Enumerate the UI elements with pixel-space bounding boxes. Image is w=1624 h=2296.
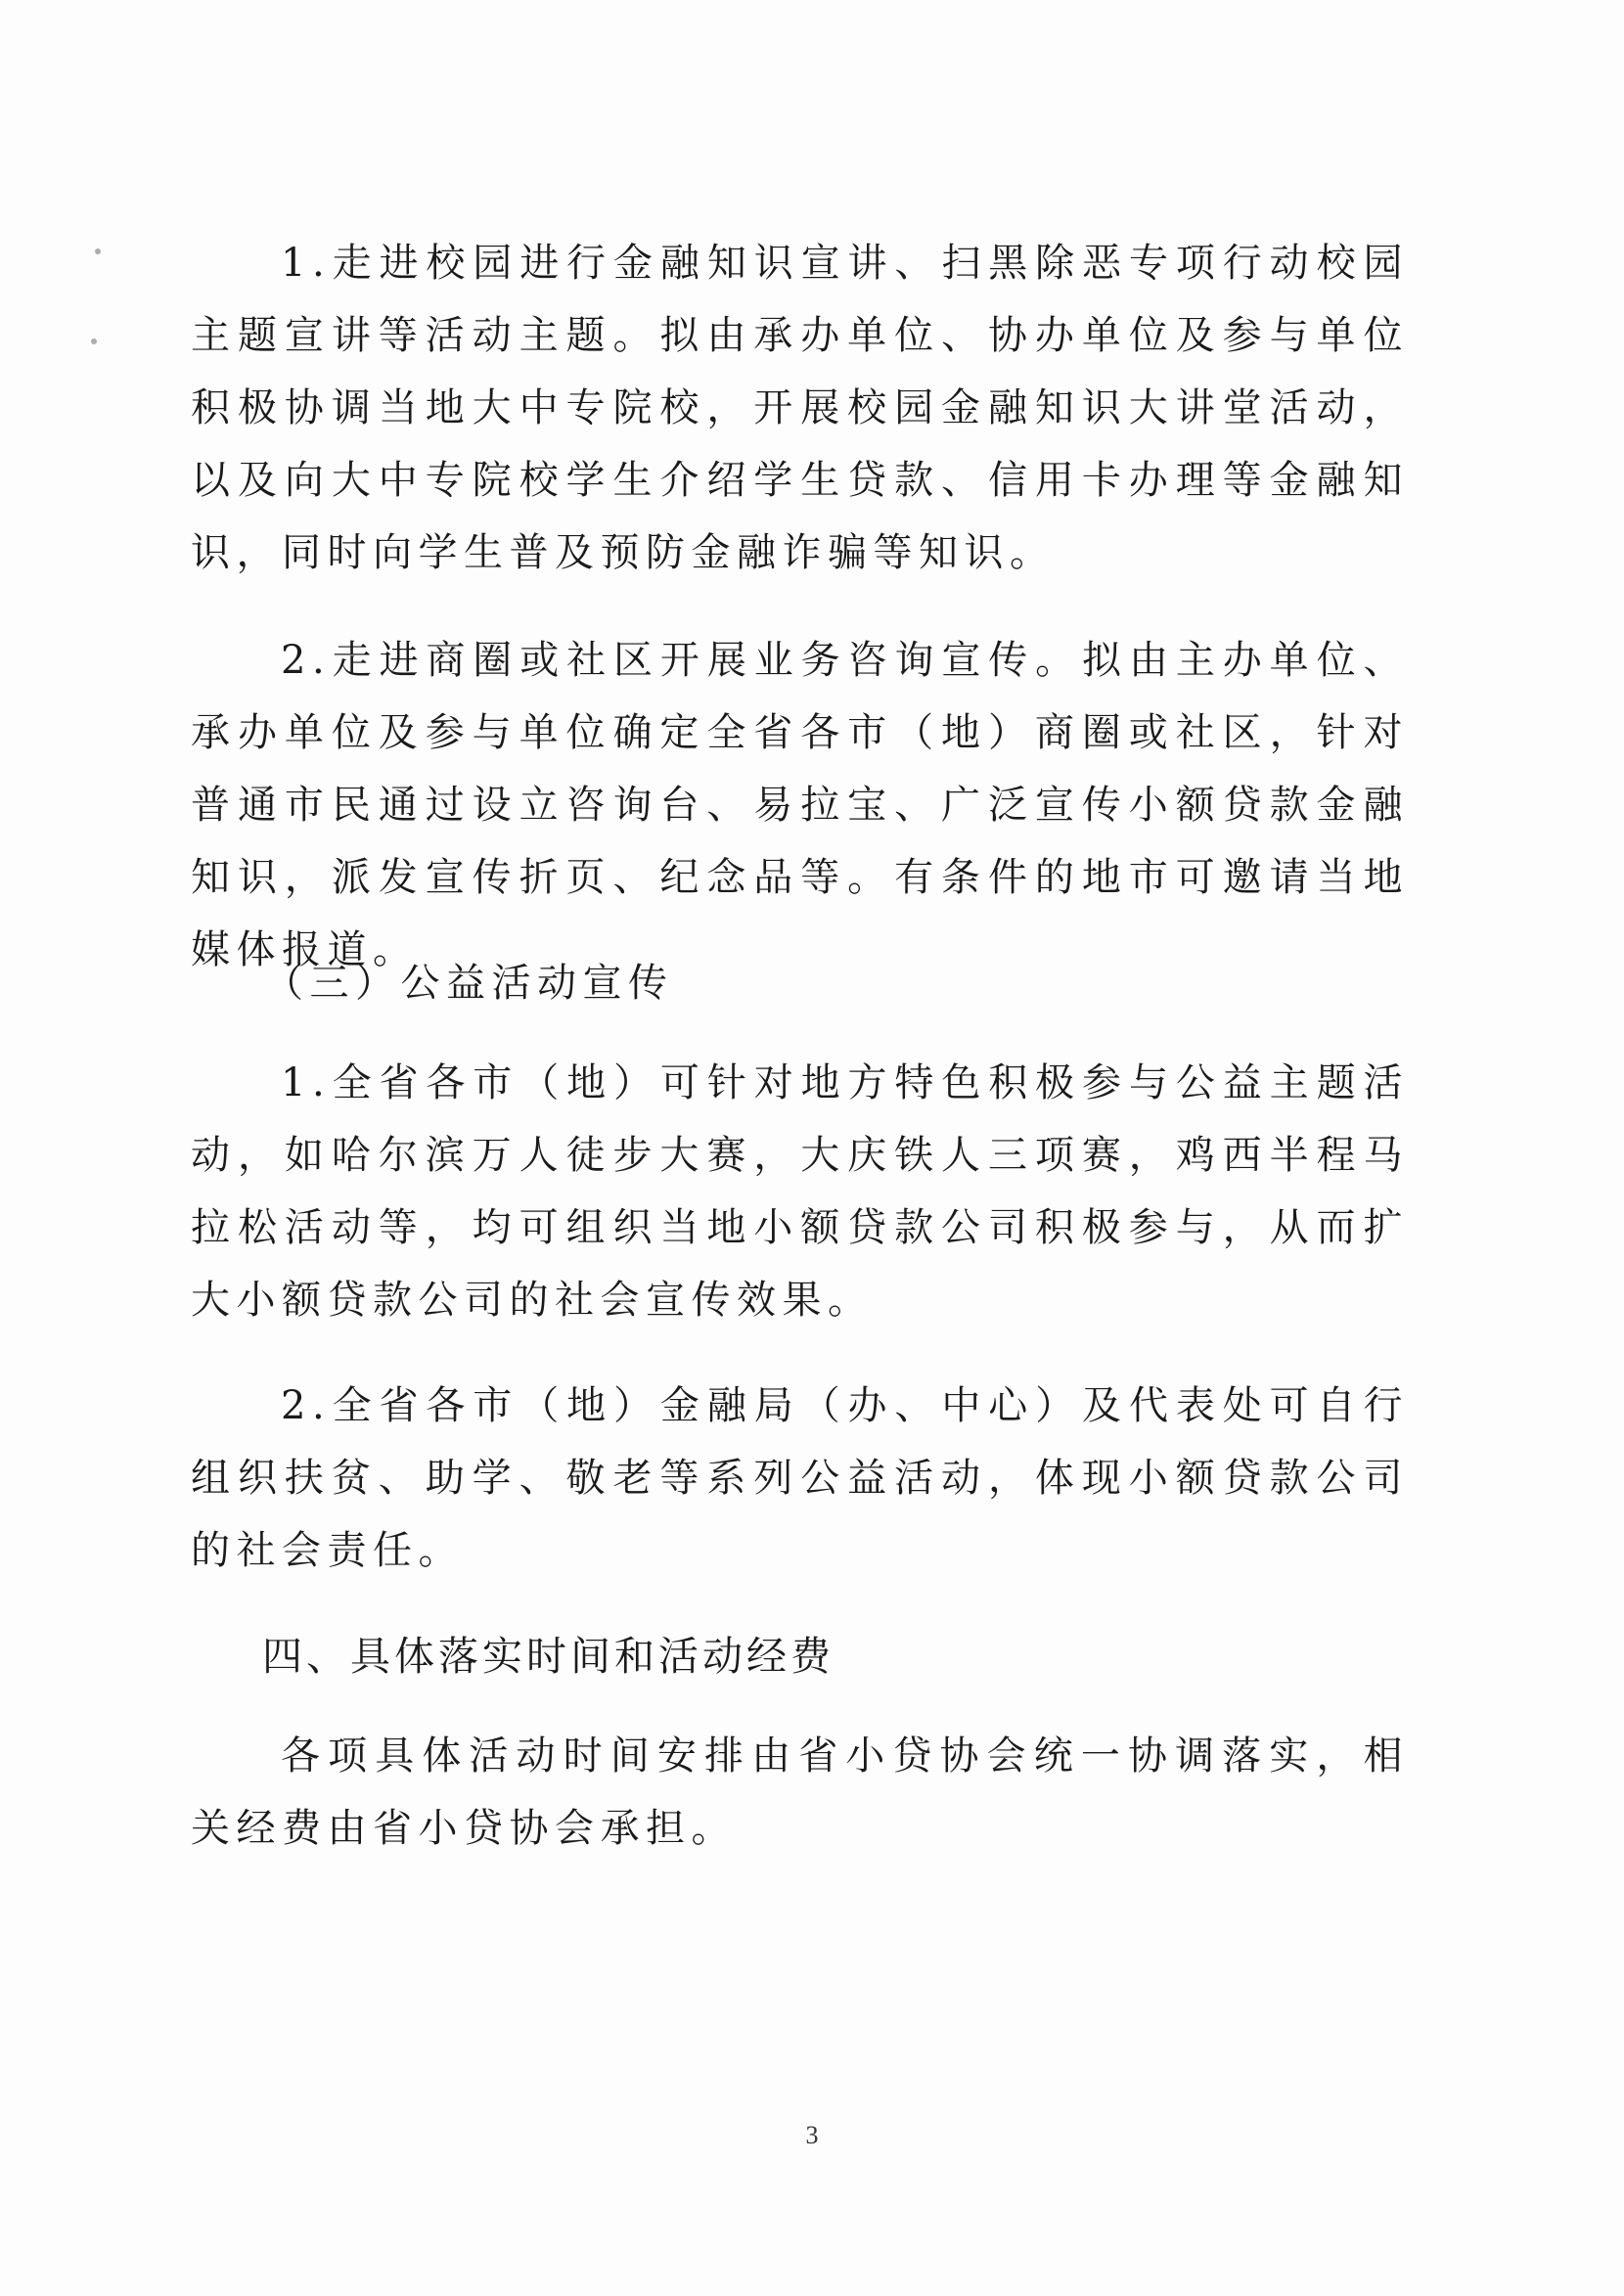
scan-speck — [91, 338, 97, 344]
paragraph-public-events: 1.全省各市（地）可针对地方特色积极参与公益主题活动，如哈尔滨万人徒步大赛，大庆铁人三项赛，鸡西半程马拉松活动等，均可组织当地小额贷款公司积极参与，从而扩大小额贷款公司的社会宣传效果。 — [191, 1060, 1409, 1323]
section-heading-schedule-funding: 四、具体落实时间和活动经费 — [262, 1633, 835, 1680]
paragraph-community-consulting: 2.走进商圈或社区开展业务咨询宣传。拟由主办单位、承办单位及参与单位确定全省各市（地）商圈或社区，针对普通市民通过设立咨询台、易拉宝、广泛宣传小额贷款金融知识，派发宣传折页、纪念品等。有条件的地市可邀请当地媒体报道。 — [191, 638, 1409, 972]
paragraph-campus-lecture: 1.走进校园进行金融知识宣讲、扫黑除恶专项行动校园主题宣讲等活动主题。拟由承办单位、协办单位及参与单位积极协调当地大中专院校，开展校园金融知识大讲堂活动，以及向大中专院校学生介绍学生贷款、信用卡办理等金融知识，同时向学生普及预防金融诈骗等知识。 — [191, 241, 1409, 575]
paragraph-charity-activities: 2.全省各市（地）金融局（办、中心）及代表处可自行组织扶贫、助学、敬老等系列公益活动，体现小额贷款公司的社会责任。 — [191, 1383, 1409, 1573]
paragraph-schedule-funding: 各项具体活动时间安排由省小贷协会统一协调落实，相关经费由省小贷协会承担。 — [191, 1733, 1409, 1851]
scan-speck — [95, 248, 101, 254]
section-subheading-public-welfare: （三）公益活动宣传 — [264, 961, 674, 1006]
page-number: 3 — [805, 2121, 819, 2149]
